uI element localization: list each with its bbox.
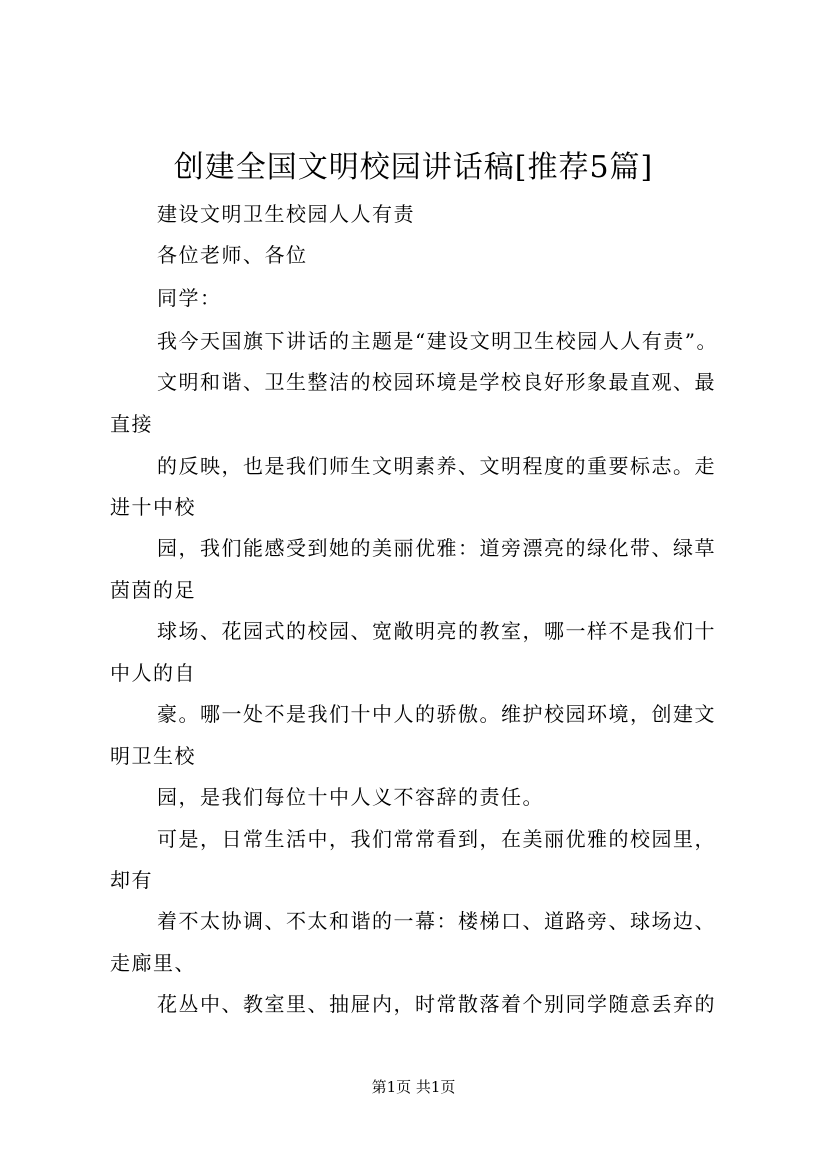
paragraph-line: 直接 [110, 412, 153, 436]
paragraph-line: 走廊里、 [110, 951, 196, 975]
paragraph-line: 着不太协调、不太和谐的一幕：楼梯口、道路旁、球场边、 [157, 909, 716, 933]
paragraph-line: 建设文明卫生校园人人有责 [157, 202, 415, 226]
document-title: 创建全国文明校园讲话稿[推荐5篇] [173, 150, 654, 185]
paragraph-line: 同学： [157, 286, 222, 310]
paragraph-line: 文明和谐、卫生整洁的校园环境是学校良好形象最直观、最 [157, 370, 716, 394]
paragraph-line: 明卫生校 [110, 744, 196, 768]
paragraph-line: 茵茵的足 [110, 578, 196, 602]
page-number-footer: 第1页 共1页 [371, 1078, 456, 1096]
paragraph-line: 的反映，也是我们师生文明素养、文明程度的重要标志。走 [157, 454, 716, 478]
paragraph-line: 中人的自 [110, 661, 196, 685]
paragraph-line: 豪。哪一处不是我们十中人的骄傲。维护校园环境，创建文 [157, 702, 716, 726]
paragraph-line: 却有 [110, 868, 153, 892]
paragraph-line: 球场、花园式的校园、宽敞明亮的教室，哪一样不是我们十 [157, 619, 716, 643]
paragraph-line: 我今天国旗下讲话的主题是“建设文明卫生校园人人有责”。 [157, 329, 718, 353]
paragraph-line: 园，我们能感受到她的美丽优雅：道旁漂亮的绿化带、绿草 [157, 536, 716, 560]
paragraph-line: 进十中校 [110, 495, 196, 519]
paragraph-line: 可是，日常生活中，我们常常看到，在美丽优雅的校园里， [157, 827, 716, 851]
paragraph-line: 各位老师、各位 [157, 243, 308, 267]
paragraph-line: 花丛中、教室里、抽屉内，时常散落着个别同学随意丢弃的 [157, 992, 716, 1016]
paragraph-line: 园，是我们每位十中人义不容辞的责任。 [157, 785, 544, 809]
